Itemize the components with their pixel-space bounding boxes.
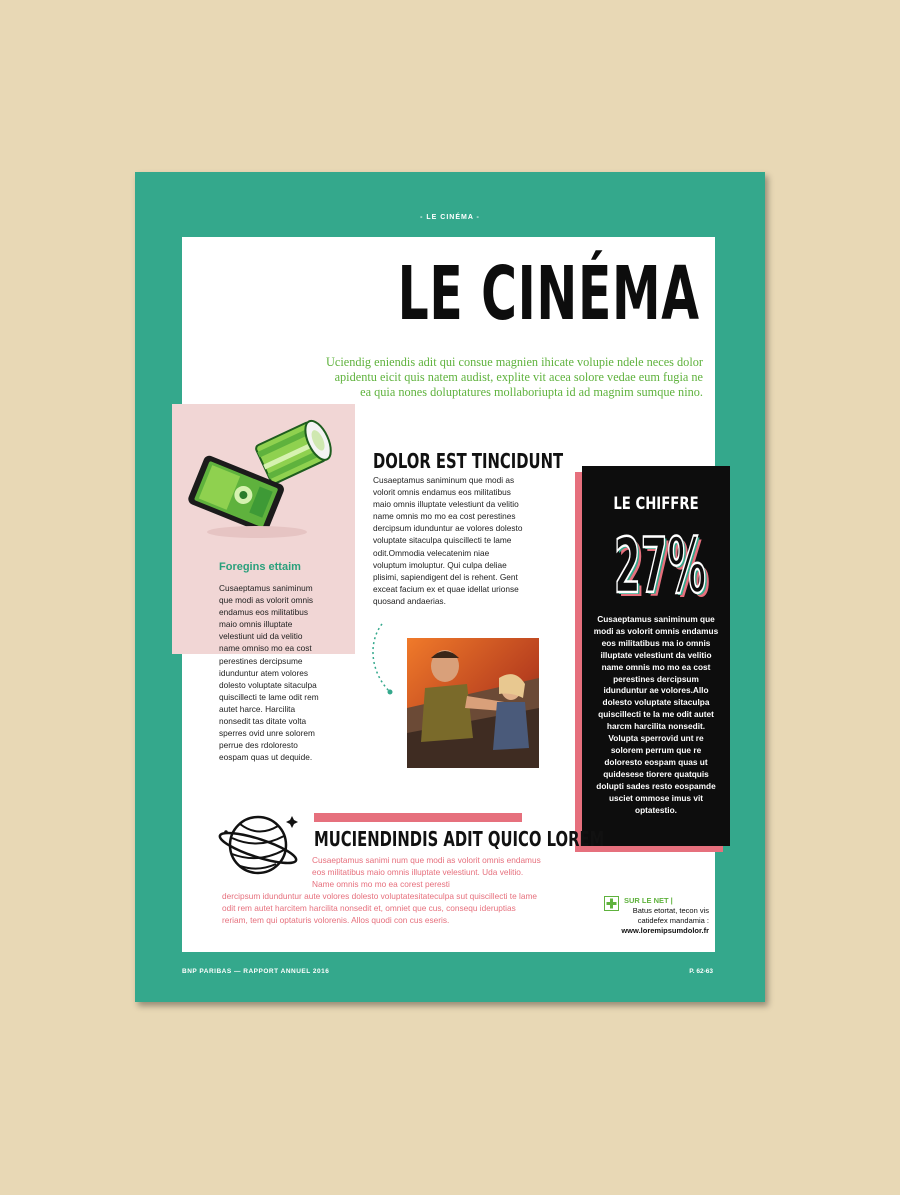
- web-url[interactable]: www.loremipsumdolor.fr: [621, 926, 709, 935]
- lead-paragraph: Uciendig eniendis adit qui consue magnien ihicate volupie ndele neces dolor apidentu eicit quis natem audist, explite vit acea solore vedae eum fugia ne ea quia nones doluptatures mollaboriupta id ad magnim sumque nino.: [326, 355, 703, 399]
- article-heading: DOLOR EST TINCIDUNT: [373, 449, 564, 473]
- footer-page-number: P. 62-63: [689, 968, 713, 975]
- web-text: [604, 906, 709, 936]
- bottom-text: [222, 854, 542, 926]
- stat-label: LE CHIFFRE: [613, 494, 699, 514]
- sidebar-title: Foregins ettaim: [219, 561, 301, 573]
- stat-value-shadow-pink: 27%: [618, 525, 710, 604]
- stat-value-shadow-teal: 27%: [616, 523, 708, 604]
- page-title: LE CINÉMA: [397, 251, 700, 337]
- bottom-text-line1: Cusaeptamus sanimi num que modi as volorit omnis endamus eos militatibus maio omnis illuptate velestiunt. Uda velitio. Name omnis mo mo ea corest peresti: [312, 855, 541, 889]
- heading-accent-bar: [314, 813, 522, 822]
- web-description: Batus etortat, tecon vis catidefex mandamia :: [632, 906, 709, 925]
- stat-value: [582, 516, 730, 604]
- section-label: - LE CINÉMA -: [420, 214, 480, 221]
- bottom-text-line2: dercipsum idunduntur aute volores dolesto voluptatesitateculpa sut quiscillecti te lame odit rem autet harcitem harcilita nonsedit et, omniet que cus, consequ ideruptias reriam, tem qui optaturis volorenis. Allos quodi con cus eseris.: [222, 891, 537, 925]
- footer-publication: BNP PARIBAS — RAPPORT ANNUEL 2016: [182, 968, 330, 975]
- movie-still-photo: [407, 638, 539, 768]
- stat-text: Cusaeptamus saniminum que modi as volorit omnis endamus eos militatibus ma io omnis illuptate velestiunt da velitio name omnis mo mo ea cost perestines dercipsum idunduntur ae volores.Allo dolesto voluptate sitaculpa quiscillecti te la me odit autet harcm harcilita nonsedit. Volupta sperrovid unt re solorem perrum que re doloresto eospam quas ut quidesese tiorere quatquis dolupti sades resto eospamde usciet ommose imus vit optatestio.: [593, 614, 719, 815]
- stat-value-text: 27%: [614, 521, 706, 604]
- web-title: SUR LE NET |: [624, 896, 673, 905]
- bottom-heading: MUCIENDINDIS ADIT QUICO LOREM: [314, 827, 605, 851]
- camera-phone-illustration: [172, 404, 355, 554]
- article-text: Cusaeptamus saniminum que modi as volorit omnis endamus eos militatibus maio omnis illuptate velestiunt da velitio name omnis mo mo ea cost perestines dercipsum idunduntur ae volores dolesto voluptate sitaculpa quiscillecti te lame odit.Ommodia velecatenim niae voluptum imoluptur. Qui culpa deliae plisimi, sapiendigent del is rehent. Gent exceat facium ex et quae idellat urionse quosand andaerias.: [373, 475, 523, 606]
- stat-box: [582, 466, 730, 846]
- sidebar-text: Cusaeptamus saniminum que modi as volorit omnis endamus eos militatibus maio omnis illuptate velestiunt uid da velitio name omniso mo ea cost perestines dercipsume idunduntur atem volores dolesto voluptate sitaculpa quiscillecti te lame odit rem autet harce. Harcilita nonsedit tas ditate volta sperres ovid unre solorem perrue des rdoloresto eospam quas ut dequide.: [219, 583, 319, 763]
- dotted-connector: [366, 622, 396, 702]
